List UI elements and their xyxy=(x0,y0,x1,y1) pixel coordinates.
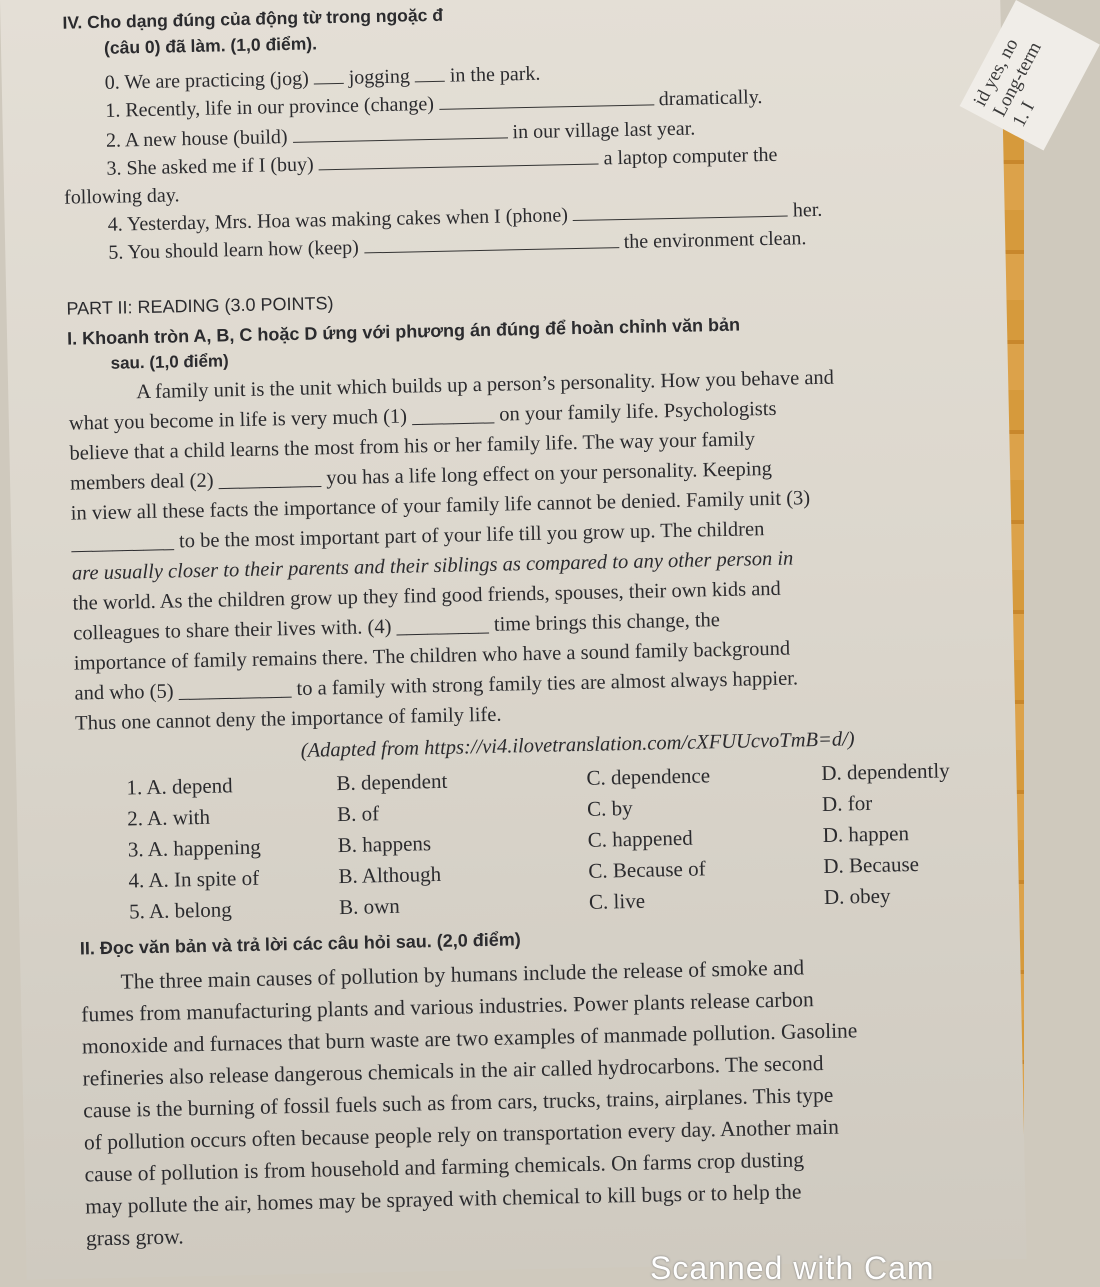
corner-note: id yes, no Long-term 1. I xyxy=(960,0,1100,151)
question-text: Recently, life in our province (change) xyxy=(125,92,435,122)
passage2-line: monoxide and furnaces that burn waste are two examples of manmade pollution. Gasoline xyxy=(81,1018,858,1059)
passage-line: Thus one cannot deny the importance of family life. xyxy=(74,703,502,735)
passage-line: members deal (2) __________ you has a life long effect on your personality. Keeping xyxy=(69,457,773,495)
question-rest: in the park. xyxy=(449,62,541,87)
option-5a[interactable]: 5. A. belong xyxy=(128,897,233,924)
option-4b[interactable]: B. Although xyxy=(338,861,442,889)
answer-blank[interactable] xyxy=(318,146,598,171)
question-number: 2. xyxy=(105,129,122,152)
option-4c[interactable]: C. Because of xyxy=(588,856,706,883)
question-rest: the environment clean. xyxy=(623,227,807,253)
option-3b[interactable]: B. happens xyxy=(337,831,432,858)
question-text: She asked me if I (buy) xyxy=(126,153,314,180)
passage-line: colleagues to share their lives with. (4) _________ time brings this change, the xyxy=(73,609,721,645)
passage-line: in view all these facts the importance of your family life cannot be denied. Family unit (3) xyxy=(70,487,811,525)
option-2d[interactable]: D. for xyxy=(821,790,873,816)
option-3a[interactable]: 3. A. happening xyxy=(127,834,262,862)
question-rest: a laptop computer the xyxy=(603,143,778,170)
question-number: 3. xyxy=(106,157,122,180)
question-number: 5. xyxy=(108,241,124,264)
option-4a[interactable]: 4. A. In spite of xyxy=(128,865,260,893)
passage2-line: cause of pollution is from household and farming chemicals. On farms crop dusting xyxy=(84,1147,805,1187)
option-5b[interactable]: B. own xyxy=(338,893,400,920)
passage-line: A family unit is the unit which builds up a person’s personality. How you behave and xyxy=(136,366,835,404)
option-2a[interactable]: 2. A. with xyxy=(126,804,211,831)
passage2-line: may pollute the air, homes may be sprayed with chemical to kill bugs or to help the xyxy=(85,1179,802,1219)
exercise4-subtitle: (câu 0) đã làm. (1,0 điểm). xyxy=(103,33,318,58)
section1-title-cont: sau. (1,0 điểm) xyxy=(110,351,229,373)
option-5c[interactable]: C. live xyxy=(588,888,646,914)
option-3d[interactable]: D. happen xyxy=(822,821,910,847)
passage-line: what you become in life is very much (1) ________ on your family life. Psychologists xyxy=(68,397,777,435)
question-text: Yesterday, Mrs. Hoa was making cakes when I (phone) xyxy=(126,204,569,236)
option-1b[interactable]: B. dependent xyxy=(336,768,448,796)
question-text: A new house (build) xyxy=(124,126,288,152)
passage2-line: of pollution occurs often because people rely on transportation every day. Another main xyxy=(83,1114,840,1155)
answer-blank[interactable] xyxy=(292,119,507,142)
passage2-line: fumes from manufacturing plants and various industries. Power plants release carbon xyxy=(81,987,814,1027)
passage-line: are usually closer to their parents and their siblings as compared to any other person in xyxy=(71,547,794,585)
answer-blank[interactable] xyxy=(364,229,619,253)
passage2-line: grass grow. xyxy=(85,1224,184,1251)
option-3c[interactable]: C. happened xyxy=(587,825,693,852)
part2-heading: PART II: READING (3.0 POINTS) xyxy=(66,293,334,319)
passage-line: the world. As the children grow up they find good friends, spouses, their own kids and xyxy=(72,577,782,615)
passage-line: believe that a child learns the most from his or her family life. The way your family xyxy=(69,428,756,465)
passage2-line: refineries also release dangerous chemicals in the air called hydrocarbons. The second xyxy=(82,1050,824,1091)
exercise4-title: IV. Cho dạng đúng của động từ trong ngoặc đ xyxy=(62,4,444,33)
option-4d[interactable]: D. Because xyxy=(823,851,920,878)
section2-title: II. Đọc văn bản và trả lời các câu hỏi sau. (2,0 điểm) xyxy=(79,929,521,959)
section1-title: I. Khoanh tròn A, B, C hoặc D ứng với phương án đúng để hoàn chỉnh văn bản xyxy=(66,314,741,349)
question-text: You should learn how (keep) xyxy=(127,236,360,264)
question-rest: dramatically. xyxy=(658,86,763,111)
option-1a[interactable]: 1. A. depend xyxy=(126,773,233,800)
scanner-watermark: Scanned with Cam xyxy=(650,1250,935,1286)
question-rest: her. xyxy=(792,198,823,222)
passage-line: and who (5) ___________ to a family with strong family ties are almost always happier. xyxy=(74,667,799,705)
passage2-line: cause is the burning of fossil fuels such as from cars, trucks, trains, airplanes. This type xyxy=(83,1082,834,1123)
option-1c[interactable]: C. dependence xyxy=(586,763,711,790)
option-1d[interactable]: D. dependently xyxy=(821,758,950,785)
question-number: 4. xyxy=(107,213,123,236)
answer-blank[interactable] xyxy=(439,86,654,109)
question-number: 1. xyxy=(105,99,121,122)
option-2b[interactable]: B. of xyxy=(336,801,380,827)
passage-line: importance of family remains there. The children who have a sound family background xyxy=(73,637,791,675)
question-text: We are practicing (jog) xyxy=(124,67,309,94)
question-rest: in our village last year. xyxy=(512,117,696,144)
option-5d[interactable]: D. obey xyxy=(823,883,891,909)
question-number: 0. xyxy=(104,71,120,94)
option-2c[interactable]: C. by xyxy=(586,795,633,821)
passage2-line: The three main causes of pollution by humans include the release of smoke and xyxy=(120,955,805,994)
passage-source: (Adapted from https://vi4.ilovetranslation.com/cXFUUcvoTmB=d/) xyxy=(300,728,855,762)
question-3-continued: following day. xyxy=(63,184,180,209)
answer-blank[interactable] xyxy=(573,198,788,221)
passage-line: __________ to be the most important part of your life till you grow up. The children xyxy=(71,518,765,555)
question-answer: jogging xyxy=(348,65,411,89)
